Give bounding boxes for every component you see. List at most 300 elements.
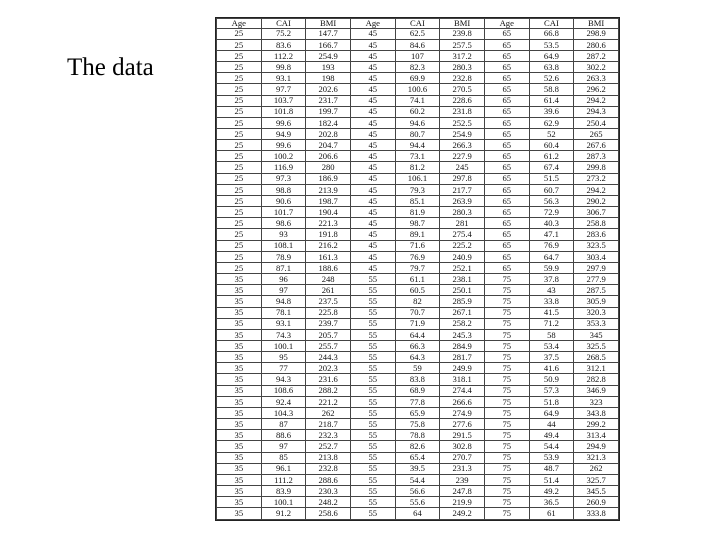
table-cell-age: 65	[484, 184, 529, 195]
table-cell-cai: 82.3	[395, 62, 440, 73]
table-cell-cai: 56.3	[529, 195, 574, 206]
table-row	[217, 140, 619, 151]
table-cell-cai: 52.6	[529, 73, 574, 84]
table-cell-cai: 66.3	[395, 340, 440, 351]
table-cell-age: 35	[217, 274, 262, 285]
table-cell-bmi: 275.4	[440, 229, 485, 240]
table-cell-cai: 51.4	[529, 474, 574, 485]
column-header-age: Age	[350, 19, 395, 29]
table-cell-cai: 54.4	[395, 474, 440, 485]
table-cell-bmi: 213.9	[306, 184, 351, 195]
table-cell-bmi: 305.9	[574, 296, 619, 307]
table-cell-age: 65	[484, 151, 529, 162]
table-cell-cai: 81.9	[395, 207, 440, 218]
table-cell-cai: 99.8	[261, 62, 306, 73]
table-cell-bmi: 254.9	[306, 50, 351, 61]
table-cell-bmi: 258.6	[306, 508, 351, 520]
table-cell-bmi: 182.4	[306, 117, 351, 128]
table-cell-bmi: 320.3	[574, 307, 619, 318]
table-cell-cai: 91.2	[261, 508, 306, 520]
table-cell-age: 45	[350, 251, 395, 262]
table-cell-bmi: 333.8	[574, 508, 619, 520]
table-cell-age: 45	[350, 151, 395, 162]
table-row	[217, 229, 619, 240]
table-cell-cai: 39.5	[395, 463, 440, 474]
table-cell-age: 65	[484, 173, 529, 184]
table-cell-age: 45	[350, 39, 395, 50]
table-cell-age: 65	[484, 117, 529, 128]
table-cell-bmi: 258.2	[440, 318, 485, 329]
table-cell-cai: 53.9	[529, 452, 574, 463]
table-cell-age: 55	[350, 307, 395, 318]
table-cell-age: 25	[217, 28, 262, 39]
table-cell-bmi: 231.8	[440, 106, 485, 117]
table-cell-cai: 106.1	[395, 173, 440, 184]
table-cell-cai: 80.7	[395, 129, 440, 140]
table-cell-cai: 60.7	[529, 184, 574, 195]
table-cell-bmi: 287.3	[574, 151, 619, 162]
table-cell-age: 75	[484, 329, 529, 340]
table-cell-bmi: 346.9	[574, 385, 619, 396]
table-cell-cai: 64.4	[395, 329, 440, 340]
table-row	[217, 106, 619, 117]
data-table-container	[215, 17, 620, 521]
table-cell-cai: 97	[261, 285, 306, 296]
table-cell-cai: 76.9	[529, 240, 574, 251]
table-cell-bmi: 294.2	[574, 95, 619, 106]
table-row	[217, 251, 619, 262]
table-cell-age: 35	[217, 463, 262, 474]
table-cell-cai: 103.7	[261, 95, 306, 106]
table-cell-bmi: 280	[306, 162, 351, 173]
table-cell-cai: 82	[395, 296, 440, 307]
table-cell-bmi: 249.9	[440, 363, 485, 374]
table-cell-age: 75	[484, 340, 529, 351]
table-cell-cai: 97	[261, 441, 306, 452]
table-cell-cai: 93.1	[261, 318, 306, 329]
table-cell-bmi: 252.7	[306, 441, 351, 452]
table-row	[217, 307, 619, 318]
table-cell-bmi: 294.2	[574, 184, 619, 195]
table-cell-bmi: 232.3	[306, 430, 351, 441]
table-cell-cai: 60.4	[529, 140, 574, 151]
table-cell-bmi: 237.5	[306, 296, 351, 307]
table-cell-age: 55	[350, 296, 395, 307]
table-cell-bmi: 290.2	[574, 195, 619, 206]
table-cell-cai: 49.4	[529, 430, 574, 441]
table-cell-cai: 100.1	[261, 497, 306, 508]
table-cell-age: 35	[217, 285, 262, 296]
table-cell-age: 25	[217, 151, 262, 162]
table-cell-cai: 93.1	[261, 73, 306, 84]
table-cell-age: 25	[217, 129, 262, 140]
table-cell-bmi: 254.9	[440, 129, 485, 140]
table-cell-cai: 49.2	[529, 486, 574, 497]
column-header-cai: CAI	[261, 19, 306, 29]
table-cell-bmi: 267.6	[574, 140, 619, 151]
table-cell-cai: 108.6	[261, 385, 306, 396]
table-cell-bmi: 221.3	[306, 218, 351, 229]
table-cell-cai: 100.1	[261, 340, 306, 351]
table-cell-bmi: 277.6	[440, 419, 485, 430]
table-cell-cai: 78.9	[261, 251, 306, 262]
table-cell-bmi: 280.3	[440, 207, 485, 218]
table-cell-bmi: 288.6	[306, 474, 351, 485]
table-row	[217, 508, 619, 520]
table-cell-bmi: 205.7	[306, 329, 351, 340]
table-row	[217, 274, 619, 285]
table-cell-bmi: 244.3	[306, 352, 351, 363]
table-cell-age: 45	[350, 207, 395, 218]
table-cell-age: 35	[217, 374, 262, 385]
table-cell-cai: 64.9	[529, 407, 574, 418]
table-cell-age: 55	[350, 486, 395, 497]
table-cell-age: 35	[217, 430, 262, 441]
table-cell-cai: 94.9	[261, 129, 306, 140]
table-cell-cai: 93	[261, 229, 306, 240]
table-cell-bmi: 186.9	[306, 173, 351, 184]
table-cell-bmi: 263.3	[574, 73, 619, 84]
table-cell-bmi: 270.7	[440, 452, 485, 463]
table-cell-cai: 98.8	[261, 184, 306, 195]
table-cell-cai: 37.8	[529, 274, 574, 285]
table-cell-cai: 70.7	[395, 307, 440, 318]
table-cell-bmi: 198	[306, 73, 351, 84]
table-cell-bmi: 248	[306, 274, 351, 285]
table-cell-age: 25	[217, 62, 262, 73]
table-cell-age: 45	[350, 262, 395, 273]
table-cell-bmi: 277.9	[574, 274, 619, 285]
table-cell-cai: 107	[395, 50, 440, 61]
table-cell-age: 45	[350, 173, 395, 184]
table-cell-age: 55	[350, 508, 395, 520]
table-row	[217, 285, 619, 296]
table-cell-bmi: 206.6	[306, 151, 351, 162]
table-cell-cai: 64.3	[395, 352, 440, 363]
table-cell-bmi: 268.5	[574, 352, 619, 363]
table-row	[217, 207, 619, 218]
table-cell-cai: 51.8	[529, 396, 574, 407]
table-cell-cai: 94.3	[261, 374, 306, 385]
table-cell-age: 55	[350, 407, 395, 418]
table-cell-bmi: 225.8	[306, 307, 351, 318]
table-cell-bmi: 191.8	[306, 229, 351, 240]
table-cell-bmi: 190.4	[306, 207, 351, 218]
table-cell-bmi: 263.9	[440, 195, 485, 206]
table-cell-cai: 90.6	[261, 195, 306, 206]
table-cell-cai: 60.5	[395, 285, 440, 296]
column-header-bmi: BMI	[440, 19, 485, 29]
table-cell-bmi: 287.5	[574, 285, 619, 296]
table-cell-bmi: 239	[440, 474, 485, 485]
table-cell-bmi: 231.3	[440, 463, 485, 474]
column-header-bmi: BMI	[574, 19, 619, 29]
table-row	[217, 474, 619, 485]
table-cell-cai: 65.4	[395, 452, 440, 463]
table-row	[217, 486, 619, 497]
table-cell-bmi: 267.1	[440, 307, 485, 318]
table-cell-age: 75	[484, 452, 529, 463]
table-cell-cai: 97.7	[261, 84, 306, 95]
table-cell-age: 75	[484, 285, 529, 296]
table-cell-bmi: 231.7	[306, 95, 351, 106]
table-row	[217, 497, 619, 508]
table-cell-bmi: 318.1	[440, 374, 485, 385]
table-cell-cai: 51.5	[529, 173, 574, 184]
table-row	[217, 340, 619, 351]
table-cell-bmi: 288.2	[306, 385, 351, 396]
table-cell-cai: 75.8	[395, 419, 440, 430]
table-cell-bmi: 281.7	[440, 352, 485, 363]
table-cell-cai: 63.8	[529, 62, 574, 73]
table-cell-cai: 78.1	[261, 307, 306, 318]
table-row	[217, 396, 619, 407]
table-cell-bmi: 202.3	[306, 363, 351, 374]
table-cell-cai: 50.9	[529, 374, 574, 385]
table-cell-bmi: 252.5	[440, 117, 485, 128]
table-cell-cai: 100.6	[395, 84, 440, 95]
table-cell-age: 65	[484, 195, 529, 206]
table-cell-cai: 74.3	[261, 329, 306, 340]
table-cell-bmi: 281	[440, 218, 485, 229]
table-cell-bmi: 261	[306, 285, 351, 296]
table-cell-age: 35	[217, 307, 262, 318]
table-row	[217, 62, 619, 73]
table-row	[217, 39, 619, 50]
table-cell-bmi: 266.6	[440, 396, 485, 407]
table-cell-age: 55	[350, 452, 395, 463]
table-cell-cai: 88.6	[261, 430, 306, 441]
table-cell-age: 45	[350, 28, 395, 39]
table-cell-bmi: 266.3	[440, 140, 485, 151]
table-cell-cai: 89.1	[395, 229, 440, 240]
table-cell-bmi: 227.9	[440, 151, 485, 162]
table-cell-age: 75	[484, 430, 529, 441]
table-cell-cai: 44	[529, 419, 574, 430]
data-table	[216, 18, 619, 520]
table-cell-bmi: 280.3	[440, 62, 485, 73]
table-cell-age: 75	[484, 385, 529, 396]
table-cell-age: 25	[217, 262, 262, 273]
table-cell-bmi: 250.4	[574, 117, 619, 128]
table-cell-age: 75	[484, 419, 529, 430]
table-cell-age: 35	[217, 385, 262, 396]
table-row	[217, 173, 619, 184]
table-cell-bmi: 262	[574, 463, 619, 474]
table-row	[217, 419, 619, 430]
table-cell-cai: 83.6	[261, 39, 306, 50]
table-cell-cai: 64	[395, 508, 440, 520]
table-cell-bmi: 297.9	[574, 262, 619, 273]
table-cell-age: 65	[484, 39, 529, 50]
table-cell-bmi: 232.8	[440, 73, 485, 84]
table-cell-cai: 64.7	[529, 251, 574, 262]
table-cell-cai: 101.7	[261, 207, 306, 218]
column-header-age: Age	[484, 19, 529, 29]
table-row	[217, 240, 619, 251]
table-cell-bmi: 325.5	[574, 340, 619, 351]
table-cell-bmi: 274.9	[440, 407, 485, 418]
table-cell-age: 55	[350, 329, 395, 340]
table-cell-age: 65	[484, 28, 529, 39]
table-cell-cai: 96.1	[261, 463, 306, 474]
table-cell-age: 65	[484, 95, 529, 106]
table-cell-cai: 60.2	[395, 106, 440, 117]
table-cell-age: 55	[350, 474, 395, 485]
table-cell-age: 35	[217, 452, 262, 463]
table-cell-cai: 74.1	[395, 95, 440, 106]
table-cell-age: 45	[350, 140, 395, 151]
table-cell-age: 35	[217, 296, 262, 307]
table-cell-cai: 83.8	[395, 374, 440, 385]
table-cell-cai: 85.1	[395, 195, 440, 206]
table-cell-age: 45	[350, 106, 395, 117]
table-cell-cai: 76.9	[395, 251, 440, 262]
table-cell-bmi: 219.9	[440, 497, 485, 508]
table-cell-age: 35	[217, 329, 262, 340]
table-cell-bmi: 245.3	[440, 329, 485, 340]
table-cell-cai: 98.7	[395, 218, 440, 229]
table-cell-bmi: 313.4	[574, 430, 619, 441]
table-cell-bmi: 283.6	[574, 229, 619, 240]
table-cell-bmi: 280.6	[574, 39, 619, 50]
table-cell-bmi: 193	[306, 62, 351, 73]
table-cell-age: 25	[217, 73, 262, 84]
table-cell-bmi: 255.7	[306, 340, 351, 351]
table-cell-cai: 98.6	[261, 218, 306, 229]
table-cell-age: 55	[350, 419, 395, 430]
table-cell-cai: 94.6	[395, 117, 440, 128]
table-cell-age: 75	[484, 352, 529, 363]
table-cell-bmi: 294.9	[574, 441, 619, 452]
table-cell-bmi: 306.7	[574, 207, 619, 218]
table-row	[217, 385, 619, 396]
table-cell-age: 45	[350, 218, 395, 229]
table-cell-bmi: 213.8	[306, 452, 351, 463]
table-cell-bmi: 260.9	[574, 497, 619, 508]
table-cell-bmi: 221.2	[306, 396, 351, 407]
table-cell-cai: 53.5	[529, 39, 574, 50]
table-cell-bmi: 265	[574, 129, 619, 140]
table-cell-age: 35	[217, 474, 262, 485]
table-cell-cai: 111.2	[261, 474, 306, 485]
table-row	[217, 218, 619, 229]
table-cell-age: 55	[350, 396, 395, 407]
table-row	[217, 441, 619, 452]
table-cell-bmi: 282.8	[574, 374, 619, 385]
table-cell-bmi: 199.7	[306, 106, 351, 117]
table-cell-age: 35	[217, 318, 262, 329]
table-cell-bmi: 216.2	[306, 240, 351, 251]
table-cell-cai: 85	[261, 452, 306, 463]
table-cell-age: 65	[484, 73, 529, 84]
table-cell-age: 55	[350, 441, 395, 452]
table-cell-age: 25	[217, 50, 262, 61]
table-cell-age: 25	[217, 184, 262, 195]
table-cell-cai: 65.9	[395, 407, 440, 418]
table-cell-bmi: 353.3	[574, 318, 619, 329]
table-cell-cai: 33.8	[529, 296, 574, 307]
table-cell-bmi: 303.4	[574, 251, 619, 262]
table-cell-bmi: 239.8	[440, 28, 485, 39]
table-cell-age: 25	[217, 117, 262, 128]
table-cell-cai: 75.2	[261, 28, 306, 39]
table-cell-age: 25	[217, 106, 262, 117]
table-row	[217, 463, 619, 474]
table-cell-age: 25	[217, 251, 262, 262]
table-cell-cai: 58.8	[529, 84, 574, 95]
table-row	[217, 352, 619, 363]
table-cell-cai: 71.2	[529, 318, 574, 329]
table-cell-age: 65	[484, 262, 529, 273]
table-cell-bmi: 262	[306, 407, 351, 418]
table-cell-bmi: 252.1	[440, 262, 485, 273]
table-cell-age: 35	[217, 363, 262, 374]
table-row	[217, 162, 619, 173]
table-cell-age: 35	[217, 441, 262, 452]
table-cell-cai: 61.1	[395, 274, 440, 285]
table-cell-age: 25	[217, 162, 262, 173]
table-cell-bmi: 287.2	[574, 50, 619, 61]
table-cell-cai: 108.1	[261, 240, 306, 251]
table-cell-bmi: 225.2	[440, 240, 485, 251]
table-cell-bmi: 188.6	[306, 262, 351, 273]
table-cell-bmi: 238.1	[440, 274, 485, 285]
table-cell-cai: 71.9	[395, 318, 440, 329]
table-cell-cai: 61.2	[529, 151, 574, 162]
table-cell-cai: 61.4	[529, 95, 574, 106]
table-cell-cai: 36.5	[529, 497, 574, 508]
table-row	[217, 84, 619, 95]
table-cell-cai: 87.1	[261, 262, 306, 273]
table-cell-bmi: 323	[574, 396, 619, 407]
table-cell-cai: 56.6	[395, 486, 440, 497]
table-cell-cai: 58	[529, 329, 574, 340]
table-cell-bmi: 317.2	[440, 50, 485, 61]
table-cell-age: 35	[217, 497, 262, 508]
table-cell-bmi: 302.8	[440, 441, 485, 452]
table-cell-age: 55	[350, 497, 395, 508]
table-cell-age: 75	[484, 374, 529, 385]
table-cell-age: 45	[350, 240, 395, 251]
table-cell-age: 25	[217, 207, 262, 218]
table-cell-cai: 83.9	[261, 486, 306, 497]
table-cell-cai: 57.3	[529, 385, 574, 396]
table-cell-cai: 41.5	[529, 307, 574, 318]
table-cell-bmi: 273.2	[574, 173, 619, 184]
table-cell-age: 25	[217, 140, 262, 151]
table-cell-age: 75	[484, 274, 529, 285]
table-cell-age: 75	[484, 497, 529, 508]
table-cell-bmi: 228.6	[440, 95, 485, 106]
table-cell-cai: 96	[261, 274, 306, 285]
table-row	[217, 129, 619, 140]
table-cell-bmi: 217.7	[440, 184, 485, 195]
table-cell-cai: 112.2	[261, 50, 306, 61]
table-cell-cai: 95	[261, 352, 306, 363]
table-cell-cai: 61	[529, 508, 574, 520]
table-cell-age: 45	[350, 129, 395, 140]
table-cell-cai: 79.7	[395, 262, 440, 273]
table-cell-cai: 99.6	[261, 117, 306, 128]
table-cell-age: 75	[484, 318, 529, 329]
table-cell-cai: 77	[261, 363, 306, 374]
table-cell-age: 35	[217, 419, 262, 430]
table-cell-age: 65	[484, 140, 529, 151]
table-cell-bmi: 270.5	[440, 84, 485, 95]
table-cell-age: 65	[484, 207, 529, 218]
table-cell-age: 45	[350, 117, 395, 128]
